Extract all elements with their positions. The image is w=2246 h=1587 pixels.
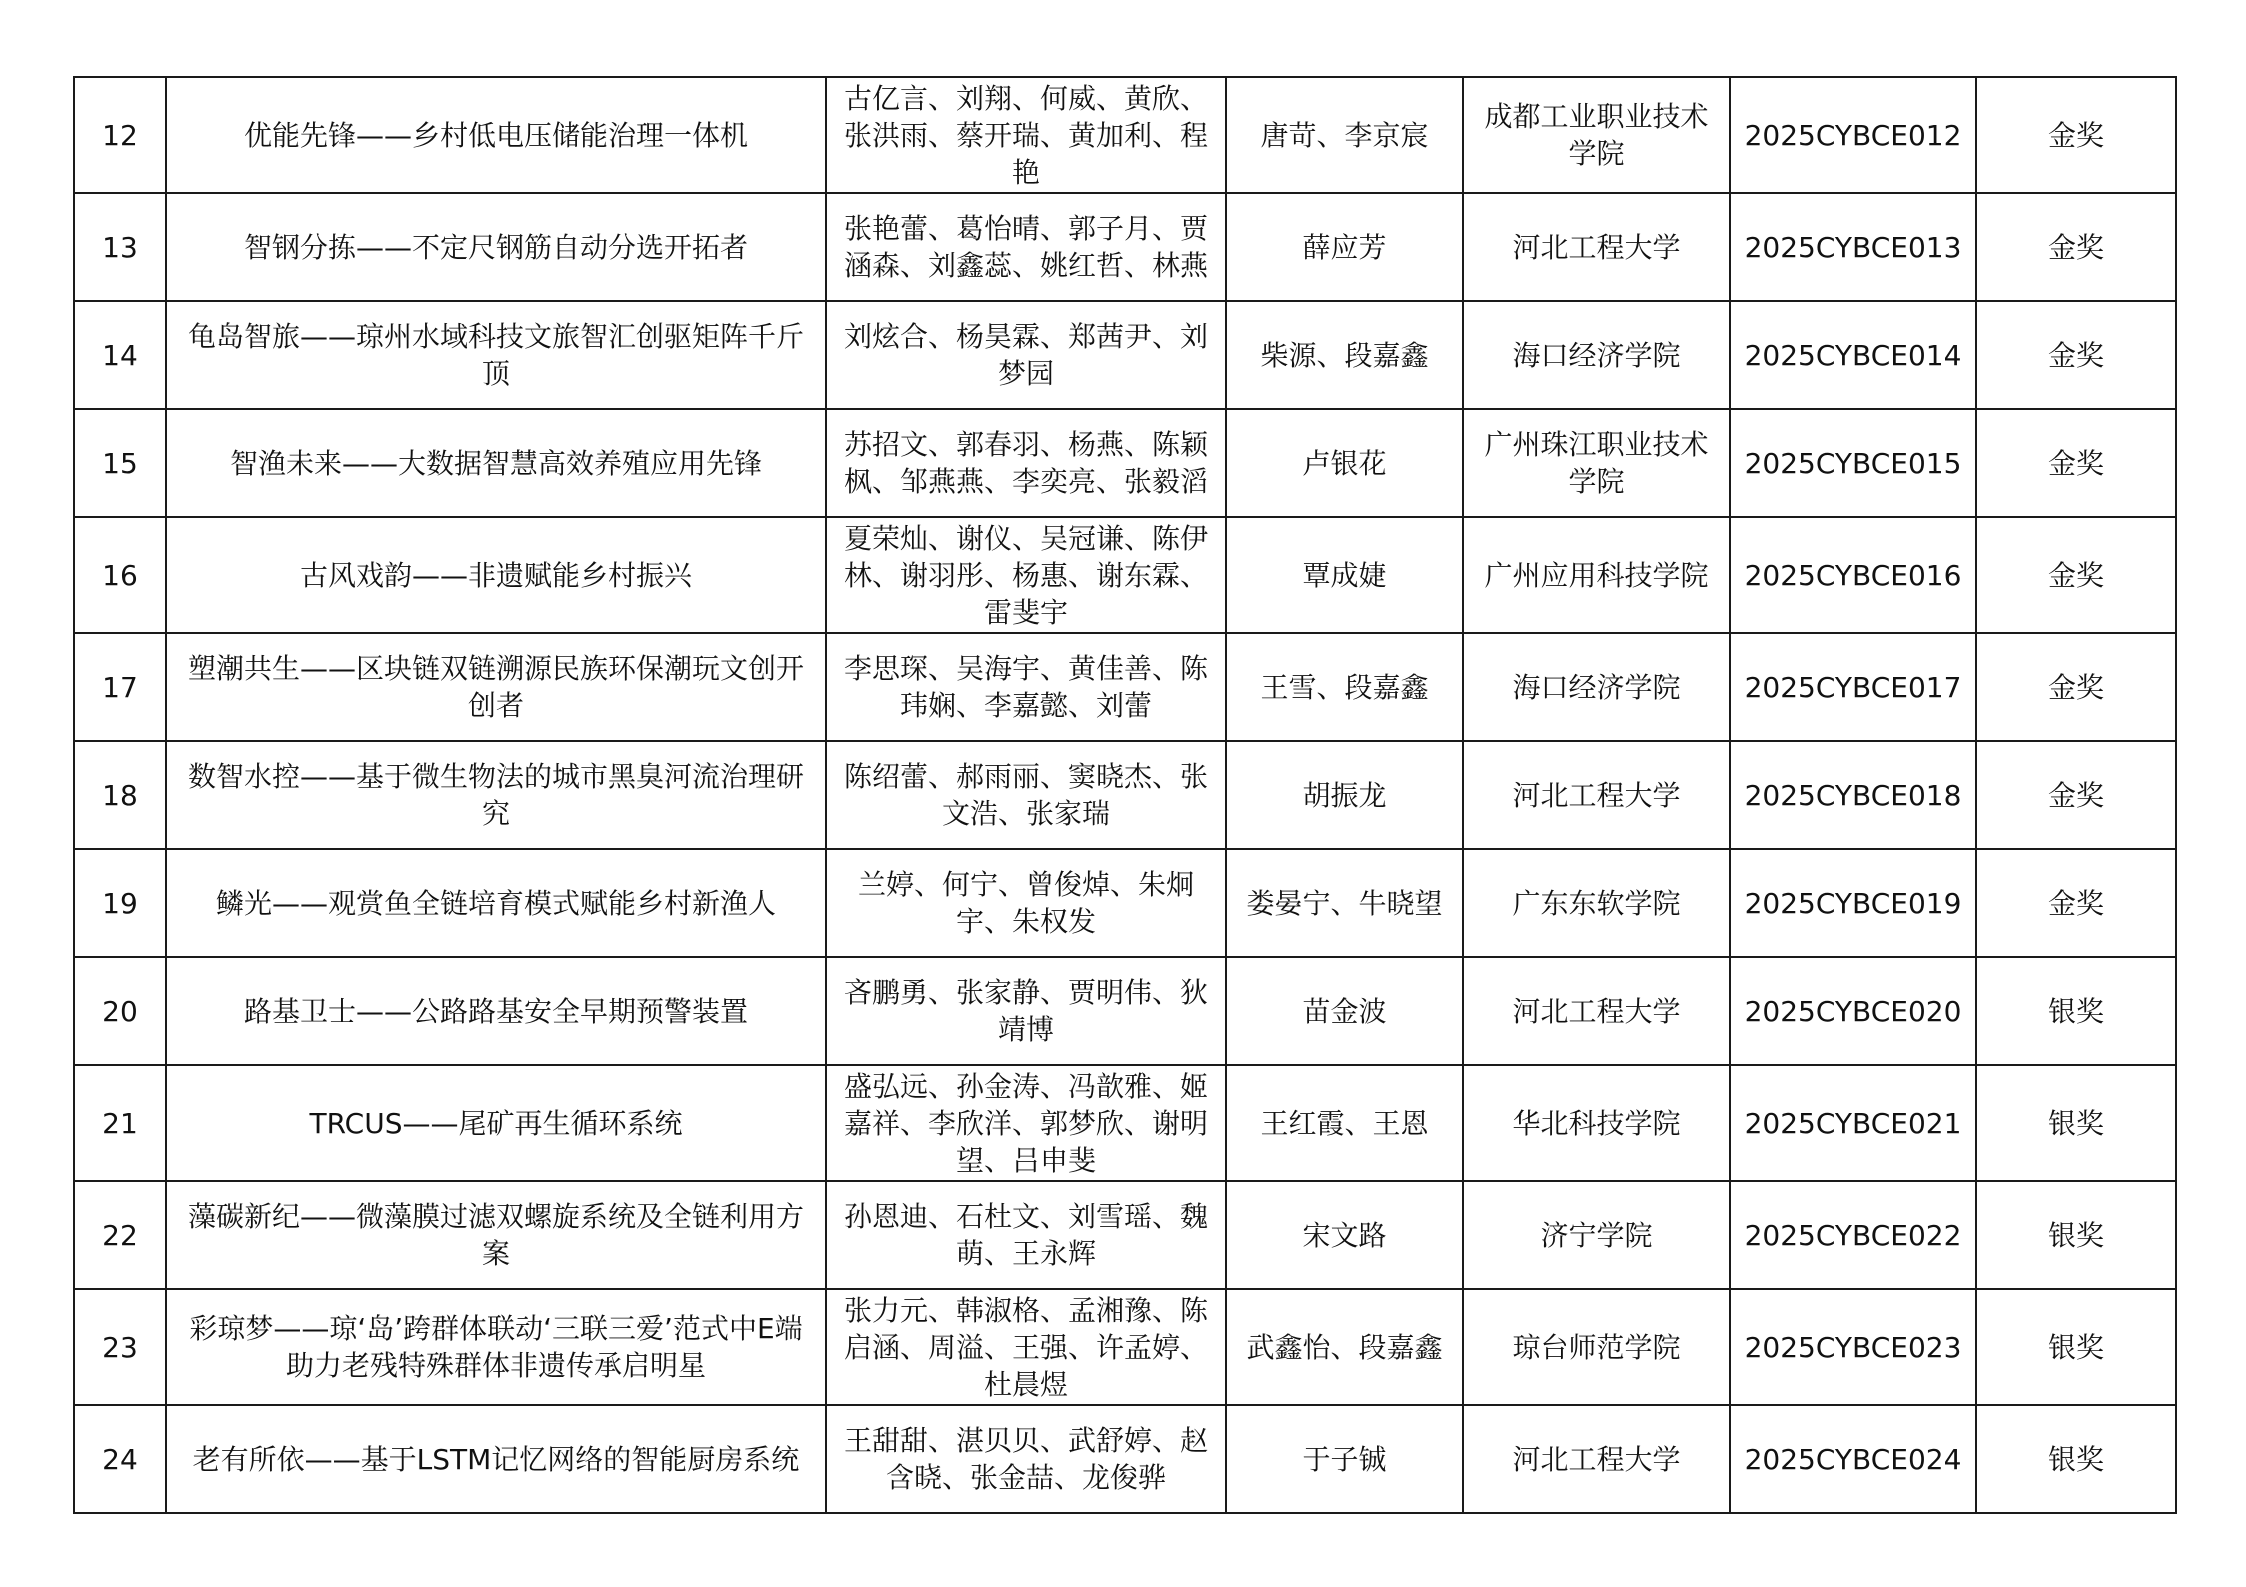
- row-number: 18: [74, 741, 166, 849]
- project-name: 智渔未来——大数据智慧高效养殖应用先锋: [166, 409, 826, 517]
- school: 河北工程大学: [1463, 193, 1730, 301]
- row-number: 12: [74, 77, 166, 193]
- award-table-body: [74, 77, 2176, 1513]
- table-row: [74, 517, 2176, 633]
- table-row: [74, 77, 2176, 193]
- team-members: 刘炫合、杨昊霖、郑茜尹、刘梦园: [826, 301, 1226, 409]
- advisor: 于子铖: [1226, 1405, 1463, 1513]
- award-level: 金奖: [1976, 849, 2176, 957]
- row-number: 20: [74, 957, 166, 1065]
- award-level: 金奖: [1976, 301, 2176, 409]
- award-code: 2025CYBCE012: [1730, 77, 1976, 193]
- school: 河北工程大学: [1463, 957, 1730, 1065]
- award-code: 2025CYBCE022: [1730, 1181, 1976, 1289]
- row-number: 15: [74, 409, 166, 517]
- award-table: [73, 76, 2177, 1514]
- advisor: 苗金波: [1226, 957, 1463, 1065]
- team-members: 张力元、韩淑格、孟湘豫、陈启涵、周溢、王强、许孟婷、杜晨煜: [826, 1289, 1226, 1405]
- award-level: 金奖: [1976, 409, 2176, 517]
- school: 海口经济学院: [1463, 633, 1730, 741]
- advisor: 王雪、段嘉鑫: [1226, 633, 1463, 741]
- row-number: 19: [74, 849, 166, 957]
- project-name: 鳞光——观赏鱼全链培育模式赋能乡村新渔人: [166, 849, 826, 957]
- table-row: [74, 1405, 2176, 1513]
- table-row: [74, 741, 2176, 849]
- table-row: [74, 1289, 2176, 1405]
- row-number: 23: [74, 1289, 166, 1405]
- advisor: 宋文路: [1226, 1181, 1463, 1289]
- table-row: [74, 409, 2176, 517]
- advisor: 覃成婕: [1226, 517, 1463, 633]
- school: 琼台师范学院: [1463, 1289, 1730, 1405]
- team-members: 盛弘远、孙金涛、冯歆雅、姬嘉祥、李欣洋、郭梦欣、谢明望、吕申斐: [826, 1065, 1226, 1181]
- row-number: 24: [74, 1405, 166, 1513]
- award-level: 金奖: [1976, 193, 2176, 301]
- project-name: 古风戏韵——非遗赋能乡村振兴: [166, 517, 826, 633]
- project-name: 数智水控——基于微生物法的城市黑臭河流治理研究: [166, 741, 826, 849]
- table-row: [74, 1181, 2176, 1289]
- table-row: [74, 633, 2176, 741]
- award-level: 银奖: [1976, 1405, 2176, 1513]
- advisor: 胡振龙: [1226, 741, 1463, 849]
- project-name: TRCUS——尾矿再生循环系统: [166, 1065, 826, 1181]
- award-code: 2025CYBCE020: [1730, 957, 1976, 1065]
- row-number: 16: [74, 517, 166, 633]
- school: 广州应用科技学院: [1463, 517, 1730, 633]
- team-members: 张艳蕾、葛怡晴、郭子月、贾涵森、刘鑫蕊、姚红哲、林燕: [826, 193, 1226, 301]
- table-row: [74, 957, 2176, 1065]
- school: 济宁学院: [1463, 1181, 1730, 1289]
- project-name: 老有所依——基于LSTM记忆网络的智能厨房系统: [166, 1405, 826, 1513]
- school: 广州珠江职业技术学院: [1463, 409, 1730, 517]
- team-members: 吝鹏勇、张家静、贾明伟、狄靖博: [826, 957, 1226, 1065]
- award-code: 2025CYBCE023: [1730, 1289, 1976, 1405]
- school: 广东东软学院: [1463, 849, 1730, 957]
- table-row: [74, 1065, 2176, 1181]
- team-members: 李思琛、吴海宇、黄佳善、陈玮娴、李嘉懿、刘蕾: [826, 633, 1226, 741]
- table-row: [74, 301, 2176, 409]
- award-code: 2025CYBCE013: [1730, 193, 1976, 301]
- school: 河北工程大学: [1463, 1405, 1730, 1513]
- award-level: 金奖: [1976, 633, 2176, 741]
- advisor: 柴源、段嘉鑫: [1226, 301, 1463, 409]
- team-members: 苏招文、郭春羽、杨燕、陈颖枫、邹燕燕、李奕亮、张毅滔: [826, 409, 1226, 517]
- school: 河北工程大学: [1463, 741, 1730, 849]
- advisor: 唐苛、李京宸: [1226, 77, 1463, 193]
- award-level: 银奖: [1976, 1181, 2176, 1289]
- row-number: 21: [74, 1065, 166, 1181]
- project-name: 藻碳新纪——微藻膜过滤双螺旋系统及全链利用方案: [166, 1181, 826, 1289]
- project-name: 智钢分拣——不定尺钢筋自动分选开拓者: [166, 193, 826, 301]
- advisor: 卢银花: [1226, 409, 1463, 517]
- advisor: 武鑫怡、段嘉鑫: [1226, 1289, 1463, 1405]
- award-code: 2025CYBCE017: [1730, 633, 1976, 741]
- team-members: 夏荣灿、谢仪、吴冠谦、陈伊林、谢羽彤、杨惠、谢东霖、雷斐宇: [826, 517, 1226, 633]
- advisor: 王红霞、王恩: [1226, 1065, 1463, 1181]
- award-level: 银奖: [1976, 1289, 2176, 1405]
- award-level: 金奖: [1976, 517, 2176, 633]
- award-level: 金奖: [1976, 77, 2176, 193]
- team-members: 陈绍蕾、郝雨丽、窦晓杰、张文浩、张家瑞: [826, 741, 1226, 849]
- award-code: 2025CYBCE016: [1730, 517, 1976, 633]
- award-level: 银奖: [1976, 957, 2176, 1065]
- award-code: 2025CYBCE018: [1730, 741, 1976, 849]
- row-number: 13: [74, 193, 166, 301]
- advisor: 娄晏宁、牛晓望: [1226, 849, 1463, 957]
- award-code: 2025CYBCE021: [1730, 1065, 1976, 1181]
- project-name: 彩琼梦——琼‘岛’跨群体联动‘三联三爱’范式中E端助力老残特殊群体非遗传承启明星: [166, 1289, 826, 1405]
- team-members: 王甜甜、湛贝贝、武舒婷、赵含晓、张金喆、龙俊骅: [826, 1405, 1226, 1513]
- award-level: 金奖: [1976, 741, 2176, 849]
- advisor: 薛应芳: [1226, 193, 1463, 301]
- school: 华北科技学院: [1463, 1065, 1730, 1181]
- row-number: 14: [74, 301, 166, 409]
- team-members: 孙恩迪、石杜文、刘雪瑶、魏萌、王永辉: [826, 1181, 1226, 1289]
- project-name: 龟岛智旅——琼州水域科技文旅智汇创驱矩阵千斤顶: [166, 301, 826, 409]
- award-level: 银奖: [1976, 1065, 2176, 1181]
- school: 海口经济学院: [1463, 301, 1730, 409]
- team-members: 兰婷、何宁、曾俊焯、朱炯宇、朱权发: [826, 849, 1226, 957]
- row-number: 17: [74, 633, 166, 741]
- award-code: 2025CYBCE015: [1730, 409, 1976, 517]
- award-code: 2025CYBCE014: [1730, 301, 1976, 409]
- award-code: 2025CYBCE024: [1730, 1405, 1976, 1513]
- project-name: 塑潮共生——区块链双链溯源民族环保潮玩文创开创者: [166, 633, 826, 741]
- row-number: 22: [74, 1181, 166, 1289]
- school: 成都工业职业技术学院: [1463, 77, 1730, 193]
- project-name: 路基卫士——公路路基安全早期预警装置: [166, 957, 826, 1065]
- table-row: [74, 849, 2176, 957]
- project-name: 优能先锋——乡村低电压储能治理一体机: [166, 77, 826, 193]
- table-row: [74, 193, 2176, 301]
- award-code: 2025CYBCE019: [1730, 849, 1976, 957]
- team-members: 古亿言、刘翔、何威、黄欣、张洪雨、蔡开瑞、黄加利、程艳: [826, 77, 1226, 193]
